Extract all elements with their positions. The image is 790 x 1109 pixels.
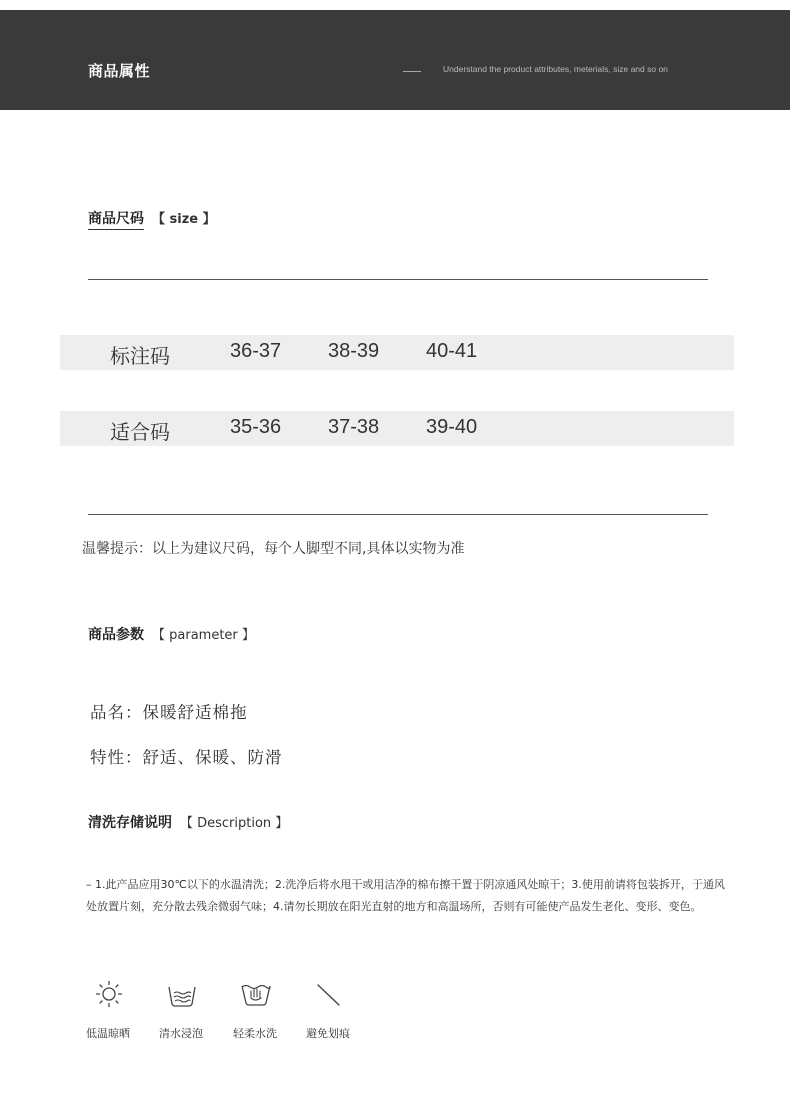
size-row-fit [60, 411, 734, 446]
param-item-name: 品名：保暖舒适棉拖 [90, 703, 248, 722]
water-basin-icon [167, 984, 197, 1012]
size-cell: 36-37 [230, 340, 282, 362]
size-bottom-rule [88, 514, 708, 515]
param-section-heading [88, 624, 255, 644]
size-row-label: 适合码 [110, 422, 170, 444]
care-description: – 1.此产品应用30℃以下的水温清洗；2.洗净后将水甩干或用洁净的棉布擦干置于阴凉通风处晾干；3.使用前请将包装拆开，于通风处放置片刻，充分散去残余微弱气味；4.请勿长期放在阳光直射的地方和高温场所，否则有可能使产品发生老化、变形、变色。 [86, 878, 725, 913]
size-cell: 38-39 [328, 340, 380, 362]
size-section-heading [88, 208, 216, 228]
size-tip: 温馨提示：以上为建议尺码，每个人脚型不同,具体以实物为准 [82, 541, 465, 557]
size-section-title: 商品尺码 [88, 211, 144, 230]
param-item-feature: 特性：舒适、保暖、防滑 [90, 748, 283, 767]
header-bar [0, 10, 790, 110]
size-section-tag: 【 size 】 [152, 212, 216, 227]
size-cell: 35-36 [230, 416, 282, 438]
care-section-heading [88, 812, 288, 832]
size-cell: 37-38 [328, 416, 380, 438]
size-row-marked [60, 335, 734, 370]
hand-wash-icon [240, 982, 272, 1012]
size-cell: 39-40 [426, 416, 478, 438]
care-label-sun: 低温晾晒 [86, 1027, 130, 1040]
slash-icon [314, 982, 342, 1012]
care-label-soak: 清水浸泡 [159, 1027, 203, 1040]
care-label-scratch: 避免划痕 [306, 1027, 350, 1040]
header-dash-divider [403, 71, 421, 72]
size-cell: 40-41 [426, 340, 478, 362]
header-title: 商品属性 [88, 62, 151, 80]
care-section-tag: 【 Description 】 [180, 816, 289, 831]
size-top-rule [88, 279, 708, 280]
care-label-wash: 轻柔水洗 [233, 1027, 277, 1040]
param-section-tag: 【 parameter 】 [152, 628, 255, 643]
sun-icon [95, 980, 123, 1012]
header-subtitle: Understand the product attributes, meterials, size and so on [443, 64, 668, 74]
param-section-title: 商品参数 [88, 627, 144, 643]
care-section-title: 清洗存储说明 [88, 815, 172, 831]
size-row-label: 标注码 [110, 346, 170, 368]
